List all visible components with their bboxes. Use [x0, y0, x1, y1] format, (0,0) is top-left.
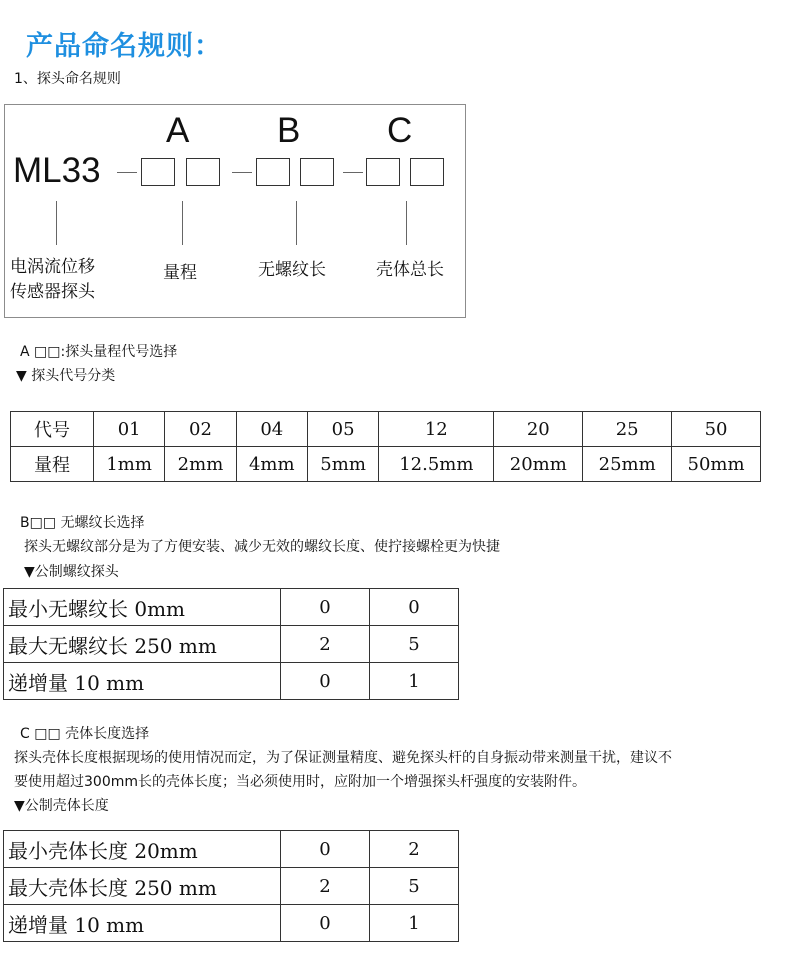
thread-length-table	[3, 588, 459, 700]
table-row	[4, 626, 459, 663]
connector-line	[56, 201, 57, 245]
table-cell: 0	[281, 831, 370, 868]
table-cell: 0	[281, 663, 370, 700]
table-cell: 量程	[11, 447, 94, 482]
table-row	[11, 412, 761, 447]
table-row	[4, 868, 459, 905]
page-title: 产品命名规则：	[26, 31, 222, 62]
caption-shell-length: 壳体总长	[376, 260, 444, 280]
table-cell: 1	[370, 905, 459, 942]
shell-length-table	[3, 830, 459, 942]
table-cell: 2mm	[165, 447, 236, 482]
code-box-a2	[186, 158, 220, 186]
section-b-description: 探头无螺纹部分是为了方便安装、减少无效的螺纹长度、使拧接螺栓更为快捷	[24, 539, 500, 555]
table-cell: 2	[281, 626, 370, 663]
dash-separator	[117, 172, 137, 173]
table-row	[4, 663, 459, 700]
table-cell: 5mm	[307, 447, 378, 482]
table-cell: 12.5mm	[379, 447, 494, 482]
table-cell: 50	[672, 412, 761, 447]
table-cell: 05	[307, 412, 378, 447]
naming-diagram	[4, 104, 466, 318]
letter-c: C	[387, 111, 413, 150]
table-cell: 5	[370, 868, 459, 905]
table-cell: 最大壳体长度 250 mm	[4, 868, 281, 905]
section-c-description-line1: 探头壳体长度根据现场的使用情况而定，为了保证测量精度、避免探头杆的自身振动带来测量干扰，建议不	[14, 750, 672, 766]
table-cell: 递增量 10 mm	[4, 905, 281, 942]
table-cell: 最小无螺纹长 0mm	[4, 589, 281, 626]
table-cell: 04	[236, 412, 307, 447]
table-row	[4, 905, 459, 942]
table-cell: 01	[94, 412, 165, 447]
table-row	[11, 447, 761, 482]
section-c-heading: C □□ 壳体长度选择	[20, 726, 150, 742]
table-cell: 最大无螺纹长 250 mm	[4, 626, 281, 663]
section-a-heading: A □□:探头量程代号选择	[20, 344, 178, 360]
caption-probe-line1: 电涡流位移	[10, 257, 95, 277]
table-cell: 20	[494, 412, 583, 447]
section-b-subheading: ▼公制螺纹探头	[24, 564, 119, 580]
connector-line	[406, 201, 407, 245]
table-cell: 1mm	[94, 447, 165, 482]
section-b-heading: B□□ 无螺纹长选择	[20, 515, 145, 531]
table-cell: 20mm	[494, 447, 583, 482]
table-cell: 4mm	[236, 447, 307, 482]
code-box-a1	[141, 158, 175, 186]
caption-probe	[10, 255, 95, 305]
table-cell: 5	[370, 626, 459, 663]
table-cell: 0	[281, 589, 370, 626]
code-box-b2	[300, 158, 334, 186]
connector-line	[296, 201, 297, 245]
table-cell: 02	[165, 412, 236, 447]
table-cell: 0	[370, 589, 459, 626]
letter-b: B	[277, 111, 301, 150]
table-cell: 25mm	[583, 447, 672, 482]
table-cell: 最小壳体长度 20mm	[4, 831, 281, 868]
section-heading-probe-naming: 1、探头命名规则	[14, 71, 121, 87]
table-cell: 递增量 10 mm	[4, 663, 281, 700]
table-cell: 50mm	[672, 447, 761, 482]
caption-probe-line2: 传感器探头	[10, 282, 95, 302]
dash-separator	[343, 172, 363, 173]
table-cell: 代号	[11, 412, 94, 447]
table-cell: 25	[583, 412, 672, 447]
letter-a: A	[166, 111, 190, 150]
table-row	[4, 831, 459, 868]
table-cell: 12	[379, 412, 494, 447]
section-c-description-line2: 要使用超过300mm长的壳体长度；当必须使用时，应附加一个增强探头杆强度的安装附件。	[14, 774, 586, 790]
caption-thread-length: 无螺纹长	[258, 260, 326, 280]
table-cell: 0	[281, 905, 370, 942]
dash-separator	[232, 172, 252, 173]
table-cell: 1	[370, 663, 459, 700]
section-a-subheading: ▼ 探头代号分类	[16, 368, 116, 384]
table-cell: 2	[281, 868, 370, 905]
range-code-table	[10, 411, 761, 482]
model-code: ML33	[13, 151, 101, 190]
caption-range: 量程	[163, 263, 197, 283]
code-box-b1	[256, 158, 290, 186]
section-c-subheading: ▼公制壳体长度	[14, 798, 109, 814]
table-cell: 2	[370, 831, 459, 868]
code-box-c2	[410, 158, 444, 186]
code-box-c1	[366, 158, 400, 186]
connector-line	[182, 201, 183, 245]
table-row	[4, 589, 459, 626]
